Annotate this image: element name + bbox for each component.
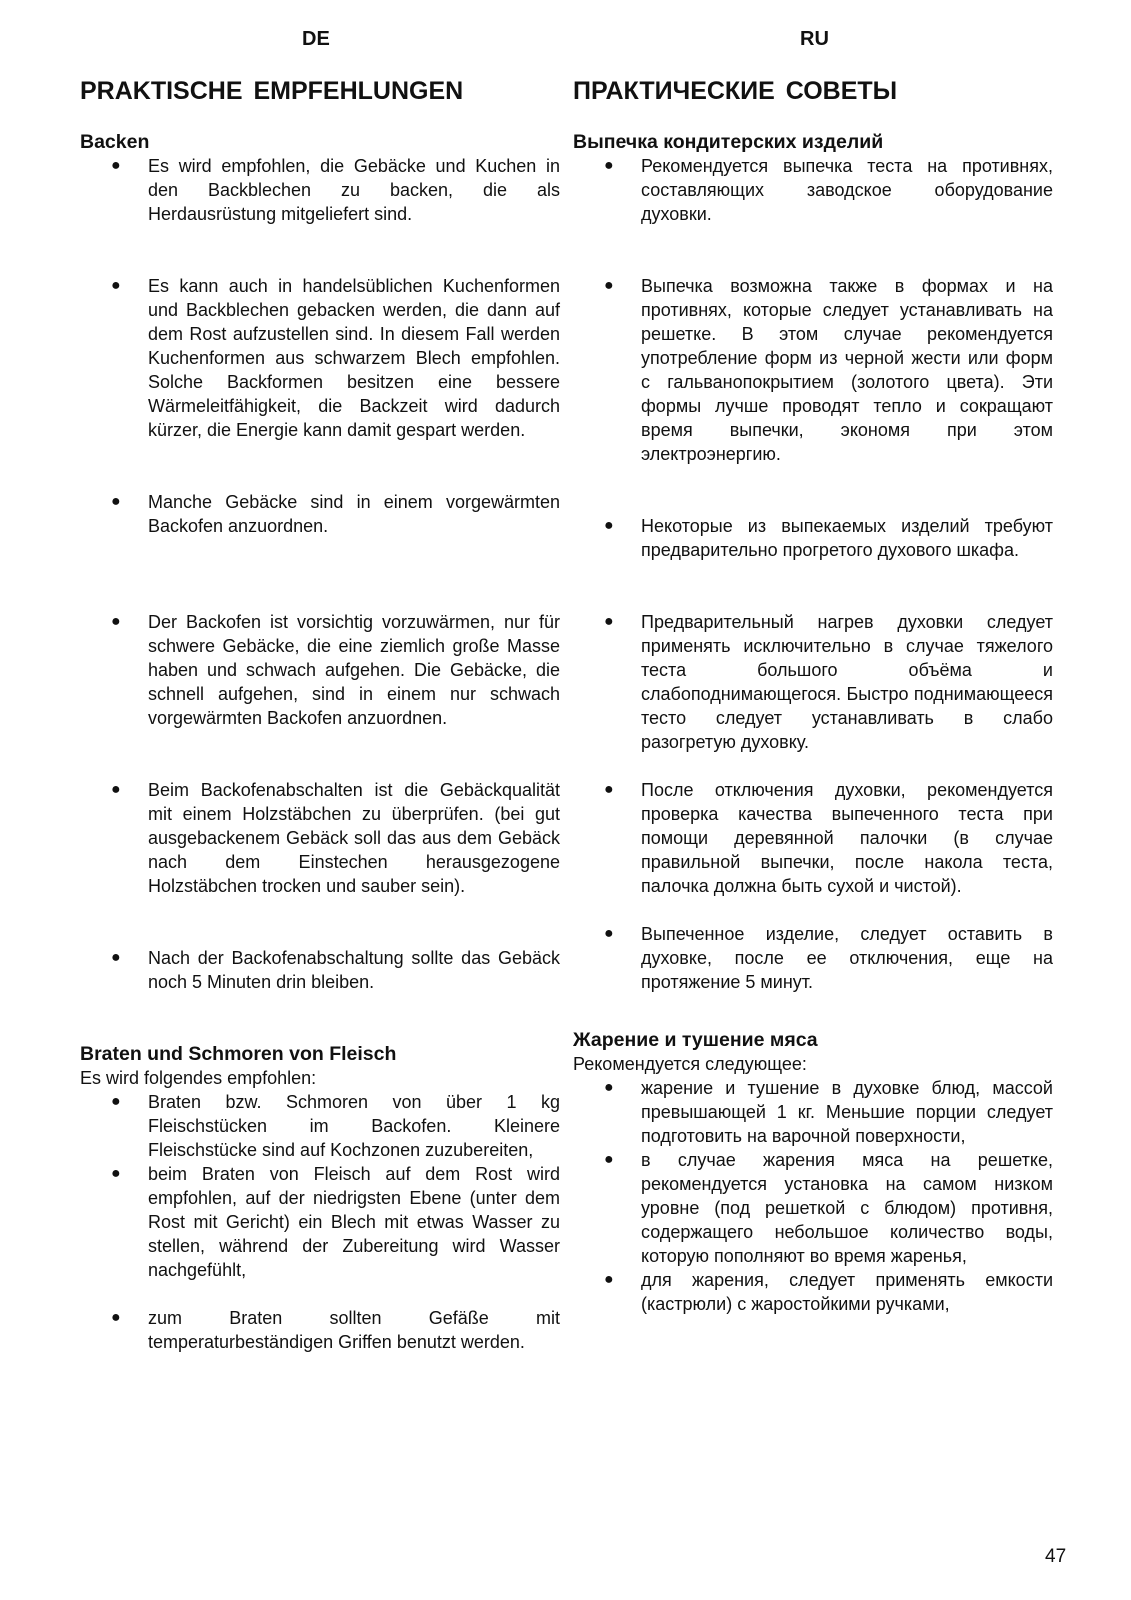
bullet-icon: ●	[604, 1079, 614, 1096]
bullet-icon: ●	[111, 157, 121, 174]
list-item: ● Рекомендуется выпечка теста на противнях, составляющих заводское оборудование духовки.	[604, 156, 1053, 224]
section-heading-baking-de: Backen	[80, 131, 150, 153]
section-heading-baking-ru: Выпечка кондитерских изделий	[573, 131, 884, 153]
list-item: ● Der Backofen ist vorsichtig vorzuwärmen, nur für schwere Gebäcke, die eine ziemlich große Masse haben und schwach aufgehen. Die Gebäcke, die schnell aufgehen, sind in einem nur schwach vorgewärmten Backofen anzuordnen.	[111, 612, 560, 728]
list-item: ● Nach der Backofenabschaltung sollte das Gebäck noch 5 Minuten drin bleiben.	[111, 948, 560, 992]
bullet-icon: ●	[604, 517, 614, 534]
column-german	[80, 76, 560, 1354]
section-meat-ru	[573, 1028, 1053, 1316]
language-label-de: DE	[302, 28, 330, 50]
bullet-icon: ●	[604, 277, 614, 294]
bullet-icon: ●	[111, 613, 121, 630]
page-title-ru: ПРАКТИЧЕСКИЕ СОВЕТЫ	[573, 77, 898, 105]
bullet-icon: ●	[111, 949, 121, 966]
bullet-icon: ●	[604, 1271, 614, 1288]
section-meat-de	[80, 1042, 560, 1354]
page-title-de: PRAKTISCHE EMPFEHLUNGEN	[80, 77, 464, 105]
section-intro-de: Es wird folgendes empfohlen:	[80, 1068, 317, 1088]
bullet-icon: ●	[604, 925, 614, 942]
section-intro-ru: Рекомендуется следующее:	[573, 1054, 807, 1074]
list-item: ● Выпеченное изделие, следует оставить в духовке, после ее отключения, еще на протяжение 5 минут.	[604, 924, 1053, 992]
bullet-icon: ●	[111, 277, 121, 294]
list-item: ● жарение и тушение в духовке блюд, массой превышающей 1 кг. Меньшие порции следует подготовить на варочной поверхности,	[604, 1078, 1053, 1146]
list-item: ● Manche Gebäcke sind in einem vorgewärmten Backofen anzuordnen.	[111, 492, 560, 536]
bullet-icon: ●	[604, 1151, 614, 1168]
page-number: 47	[1045, 1546, 1067, 1567]
list-item: ● beim Braten von Fleisch auf dem Rost wird empfohlen, auf der niedrigsten Ebene (unter dem Rost mit Gericht) ein Blech mit etwas Wasser zu stellen, während der Zubereitung wird Wasser nachgefühlt,	[111, 1164, 560, 1280]
list-item: ● Beim Backofenabschalten ist die Gebäckqualität mit einem Holzstäbchen zu überprüfen. (bei gut ausgebackenem Gebäck soll das aus dem Gebäck nach dem Einstechen herausgezogene Holzstäbchen trocken und sauber sein).	[111, 780, 560, 896]
baking-list-de	[80, 154, 560, 994]
list-item: ● в случае жарения мяса на решетке, рекомендуется установка на самом низком уровне (под решеткой с блюдом) противня, содержащего небольшое количество воды, которую пополняют во время жаренья,	[604, 1150, 1053, 1266]
bullet-icon: ●	[604, 157, 614, 174]
list-item: ● Es kann auch in handelsüblichen Kuchenformen und Backblechen gebacken werden, die dann auf dem Rost aufzustellen sind. In diesem Fall werden Kuchenformen aus schwarzem Blech empfohlen. Solche Backformen besitzen eine bessere Wärmeleitfähigkeit, die Backzeit wird dadurch kürzer, die Energie kann damit gespart werden.	[111, 276, 560, 440]
bullet-icon: ●	[111, 1093, 121, 1110]
section-heading-meat-ru: Жарение и тушение мяса	[573, 1029, 818, 1051]
list-item: ● Некоторые из выпекаемых изделий требуют предварительно прогретого духового шкафа.	[604, 516, 1053, 560]
language-label-ru: RU	[800, 28, 829, 50]
list-item: ● Es wird empfohlen, die Gebäcke und Kuchen in den Backblechen zu backen, die als Herdausrüstung mitgeliefert sind.	[111, 156, 560, 224]
bullet-icon: ●	[111, 781, 121, 798]
list-item: ● для жарения, следует применять емкости (кастрюли) с жаростойкими ручками,	[604, 1270, 1053, 1314]
list-item: ● Braten bzw. Schmoren von über 1 kg Fleischstücken im Backofen. Kleinere Fleischstücke sind auf Kochzonen zuzubereiten,	[111, 1092, 560, 1160]
baking-list-ru	[573, 154, 1053, 994]
section-heading-meat-de: Braten und Schmoren von Fleisch	[80, 1043, 397, 1065]
meat-list-ru	[573, 1076, 1053, 1316]
list-item: ● Выпечка возможна также в формах и на противнях, которые следует устанавливать на решетке. В этом случае рекомендуется употребление форм из черной жести или форм с гальванопокрытием (золотого цвета). Эти формы лучше проводят тепло и сокращают время выпечки, экономя при этом электроэнергию.	[604, 276, 1053, 464]
bullet-icon: ●	[111, 1165, 121, 1182]
meat-list-de	[80, 1090, 560, 1354]
bullet-icon: ●	[111, 493, 121, 510]
column-russian	[573, 76, 1053, 1316]
list-item: ● После отключения духовки, рекомендуется проверка качества выпеченного теста при помощи деревянной палочки (в случае правильной выпечки, после накола теста, палочка должна быть сухой и чистой).	[604, 780, 1053, 896]
bullet-icon: ●	[604, 781, 614, 798]
bullet-icon: ●	[111, 1309, 121, 1326]
list-item: ● zum Braten sollten Gefäße mit temperaturbeständigen Griffen benutzt werden.	[111, 1308, 560, 1352]
list-item: ● Предварительный нагрев духовки следует применять исключительно в случае тяжелого теста большого объёма и слабоподнимающегося. Быстро поднимающееся тесто следует устанавливать в слабо разогретую духовку.	[604, 612, 1053, 752]
bullet-icon: ●	[604, 613, 614, 630]
